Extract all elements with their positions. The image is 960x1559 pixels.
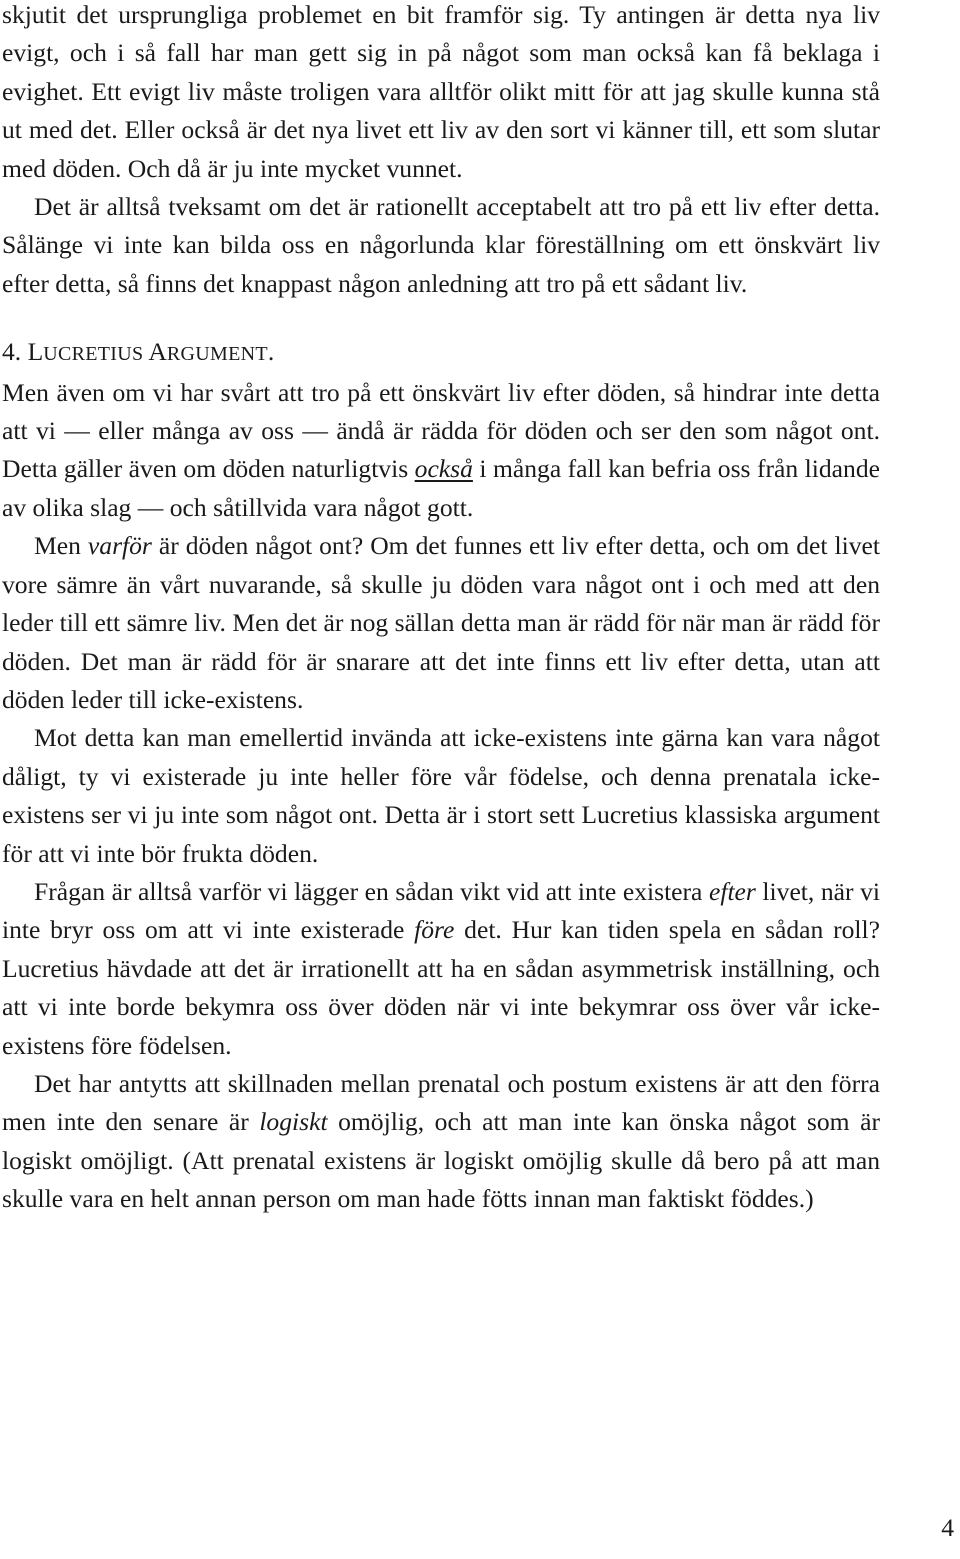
- paragraph: Men även om vi har svårt att tro på ett önskvärt liv efter döden, så hindrar inte detta att vi — eller många av oss — ändå är rädda för döden och ser den som något ont. Detta gäller även om döden naturligtvis också i många fall kan befria oss från lidande av olika slag — och såtillvida vara något gott.: [2, 377, 880, 522]
- emphasis: efter: [708, 876, 756, 906]
- paragraph-continued: skjutit det ursprungliga problemet en bit framför sig. Ty antingen är detta nya liv evigt, och i så fall har man gett sig in på något som man också kan få beklaga i evighet. Ett evigt liv måste troligen vara alltför olikt mitt för att jag skulle kunna stå ut med det. Eller också är det nya livet ett liv av den sort vi känner till, ett som slutar med döden. Och då är ju inte mycket vunnet.: [2, 0, 880, 183]
- paragraph: Mot detta kan man emellertid invända att icke-existens inte gärna kan vara något dåligt, ty vi existerade ju inte heller före vår födelse, och denna prenatala icke-existens ser vi ju inte som något ont. Detta är i stort sett Lucretius klassiska argument för att vi inte bör frukta döden.: [2, 723, 880, 868]
- paragraph: Det är alltså tveksamt om det är rationellt acceptabelt att tro på ett liv efter detta. Sålänge vi inte kan bilda oss en någorlunda klar föreställning om ett önskvärt liv efter detta, så finns det knappast någon anledning att tro på ett sådant liv.: [2, 192, 880, 298]
- paragraph: Det har antytts att skillnaden mellan prenatal och postum existens är att den förra men inte den senare är logiskt omöjlig, och att man inte kan önska något som är logiskt omöjligt. (Att prenatal existens är logiskt omöjlig skulle då bero på att man skulle vara en helt annan person om man hade fötts innan man faktiskt föddes.): [2, 1068, 880, 1214]
- section-number: 4.: [2, 337, 28, 367]
- emphasis: logiskt: [259, 1107, 328, 1137]
- emphasis: före: [414, 915, 455, 945]
- paragraph: Frågan är alltså varför vi lägger en sådan vikt vid att inte existera efter livet, när vi inte bryr oss om att vi inte existerade före det. Hur kan tiden spela en sådan roll? Lucretius hävdade att det är irrationellt att ha en sådan asymmetrisk inställning, och att vi inte borde bekymra oss över döden när vi inte bekymrar oss över vår icke-existens före födelsen.: [2, 876, 880, 1060]
- paragraph: Men varför är döden något ont? Om det funnes ett liv efter detta, och om det livet vore sämre än vårt nuvarande, så skulle ju döden vara något ont i och med att den leder till ett sämre liv. Men det är nog sällan detta man är rädd för när man är rädd för döden. Det man är rädd för är snarare att det inte finns ett liv efter detta, utan att döden leder till icke-existens.: [2, 531, 881, 714]
- body-text: [2, 0, 880, 1219]
- section-heading: 4. LUCRETIUS ARGUMENT.: [2, 337, 275, 367]
- section-gap: [2, 303, 880, 333]
- emphasis: också: [414, 454, 473, 484]
- page-number: 4: [941, 1513, 954, 1542]
- emphasis: varför: [87, 531, 152, 561]
